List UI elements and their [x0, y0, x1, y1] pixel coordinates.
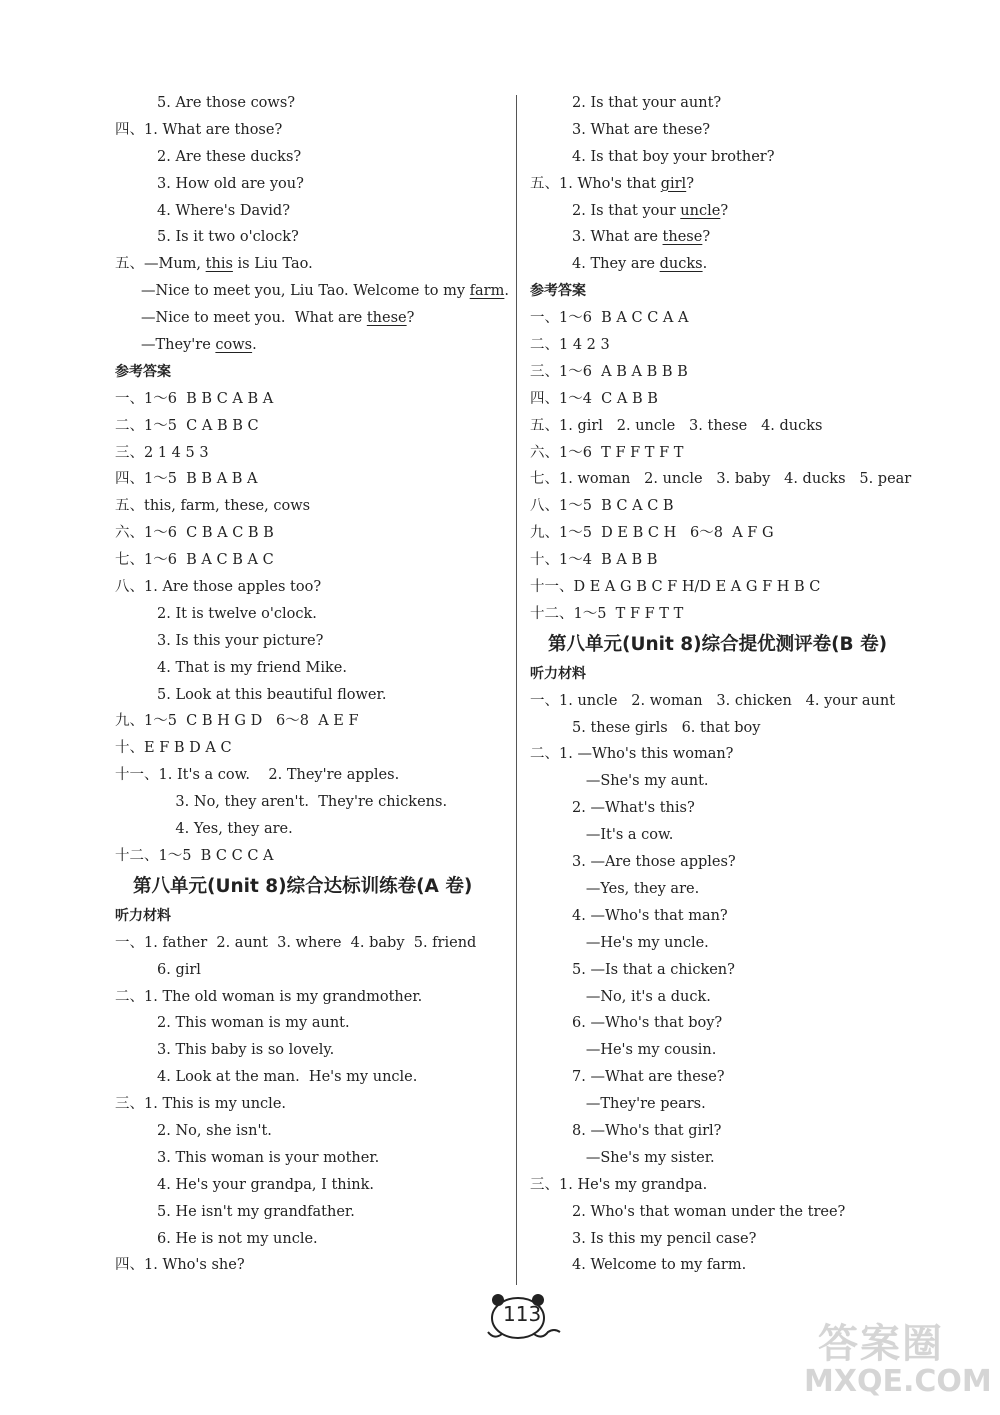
line-text: 一、1. father 2. aunt 3. where 4. baby 5. friend	[115, 934, 477, 951]
line-text: 8. —Who's that girl?	[572, 1122, 722, 1139]
line-text: 十、1～4 B A B B	[530, 552, 658, 569]
left-line	[115, 628, 510, 655]
left-column	[115, 90, 510, 1279]
line-text: 十一、D E A G B C F H/D E A G F H B C	[530, 579, 821, 596]
line-text: —She's my sister.	[572, 1149, 715, 1166]
line-text: 2. Are these ducks?	[157, 148, 302, 165]
left-line	[115, 117, 510, 144]
right-line	[530, 574, 920, 601]
left-line	[115, 466, 510, 493]
right-line	[530, 1010, 920, 1037]
underlined-word: these	[366, 310, 407, 327]
right-line	[530, 547, 920, 574]
right-line	[530, 822, 920, 849]
right-line	[530, 251, 920, 278]
line-text: .	[252, 337, 257, 354]
line-text: 2. No, she isn't.	[157, 1122, 272, 1139]
line-text: 2. Who's that woman under the tree?	[572, 1203, 846, 1220]
line-text: —She's my aunt.	[572, 773, 709, 790]
left-line	[115, 251, 510, 278]
right-line	[530, 305, 920, 332]
line-text: 七、1. woman 2. uncle 3. baby 4. ducks 5. pear	[530, 471, 912, 488]
line-text: .	[504, 283, 509, 300]
left-line	[115, 735, 510, 762]
right-line	[530, 601, 920, 628]
line-text: 6. girl	[157, 961, 201, 978]
left-line	[115, 413, 510, 440]
line-text: —They're pears.	[572, 1096, 706, 1113]
left-line	[115, 305, 510, 332]
left-line	[115, 1252, 510, 1279]
left-line	[115, 930, 510, 957]
line-text: 听力材料	[530, 665, 586, 682]
left-line	[115, 1172, 510, 1199]
line-text: 3. This baby is so lovely.	[157, 1042, 335, 1059]
left-line	[115, 359, 510, 386]
right-line	[530, 224, 920, 251]
right-line	[530, 144, 920, 171]
right-line	[530, 520, 920, 547]
right-line	[530, 849, 920, 876]
line-text: 6. He is not my uncle.	[157, 1230, 318, 1247]
line-text: 十二、1～5 T F F T T	[530, 605, 684, 622]
underlined-word: ducks	[659, 256, 703, 273]
right-line	[530, 741, 920, 768]
line-text: 二、1. —Who's this woman?	[530, 746, 734, 763]
line-text: 4. They are	[572, 256, 660, 273]
left-line	[115, 655, 510, 682]
left-line	[115, 574, 510, 601]
line-text: 2. This woman is my aunt.	[157, 1015, 350, 1032]
line-text: 六、1～6 C B A C B B	[115, 525, 274, 542]
line-text: 五、1. girl 2. uncle 3. these 4. ducks	[530, 417, 823, 434]
line-text: ?	[720, 202, 729, 219]
right-column	[530, 90, 920, 1279]
line-text: 第八单元(Unit 8)综合提优测评卷(B 卷)	[548, 633, 888, 655]
line-text: 4. Yes, they are.	[157, 821, 293, 838]
line-text: 6. —Who's that boy?	[572, 1015, 723, 1032]
underlined-word: girl	[660, 175, 687, 192]
left-line	[115, 601, 510, 628]
line-text: 九、1～5 C B H G D 6～8 A E F	[115, 713, 359, 730]
line-text: —He's my uncle.	[572, 934, 709, 951]
underlined-word: farm	[469, 283, 505, 300]
line-text: —He's my cousin.	[572, 1042, 717, 1059]
left-line	[115, 440, 510, 467]
line-text: 3. What are	[572, 229, 663, 246]
right-line	[530, 1037, 920, 1064]
right-line	[530, 876, 920, 903]
watermark	[800, 1312, 995, 1412]
left-line	[115, 198, 510, 225]
right-line	[530, 1199, 920, 1226]
line-text: 三、1～6 A B A B B B	[530, 363, 688, 380]
line-text: —It's a cow.	[572, 827, 674, 844]
line-text: 3. Is this your picture?	[157, 632, 324, 649]
line-text: 2. Is that your	[572, 202, 681, 219]
line-text: 5. —Is that a chicken?	[572, 961, 735, 978]
line-text: is Liu Tao.	[232, 256, 313, 273]
left-line	[115, 493, 510, 520]
right-line	[530, 90, 920, 117]
line-text: ?	[702, 229, 711, 246]
left-line	[115, 1145, 510, 1172]
line-text: .	[702, 256, 708, 273]
right-line	[530, 386, 920, 413]
underlined-word: these	[662, 229, 703, 246]
line-text: 3. How old are you?	[157, 175, 304, 192]
line-text: 4. Look at the man. He's my uncle.	[157, 1069, 418, 1086]
line-text: 5. Are those cows?	[157, 95, 296, 111]
line-text: 第八单元(Unit 8)综合达标训练卷(A 卷)	[133, 875, 473, 897]
right-line	[530, 440, 920, 467]
left-line	[115, 278, 510, 305]
right-line	[530, 466, 920, 493]
line-text: 三、1. He's my grandpa.	[530, 1176, 708, 1193]
line-text: 四、1～4 C A B B	[530, 390, 658, 407]
right-line	[530, 1172, 920, 1199]
right-line	[530, 795, 920, 822]
right-line	[530, 171, 920, 198]
right-line	[530, 117, 920, 144]
line-text: —Nice to meet you. What are	[141, 310, 367, 327]
line-text: 3. —Are those apples?	[572, 854, 736, 871]
left-line	[115, 1091, 510, 1118]
line-text: 5. He isn't my grandfather.	[157, 1203, 355, 1220]
line-text: 5. Look at this beautiful flower.	[157, 686, 387, 703]
line-text: ?	[406, 310, 415, 327]
line-text: 3. Is this my pencil case?	[572, 1230, 757, 1247]
left-line	[115, 1226, 510, 1253]
right-line	[530, 903, 920, 930]
line-text: 四、1. What are those?	[115, 121, 283, 138]
line-text: 八、1. Are those apples too?	[115, 579, 322, 596]
line-text: 2. —What's this?	[572, 800, 695, 817]
line-text: 参考答案	[530, 283, 586, 300]
column-divider	[516, 95, 517, 1285]
line-text: 4. —Who's that man?	[572, 907, 728, 924]
left-line	[115, 816, 510, 843]
right-line	[530, 493, 920, 520]
right-line	[530, 1252, 920, 1279]
right-line	[530, 332, 920, 359]
line-text: 4. Is that boy your brother?	[572, 148, 775, 165]
line-text: 五、—Mum,	[115, 256, 206, 273]
line-text: 五、this, farm, these, cows	[115, 498, 311, 515]
left-line	[115, 1064, 510, 1091]
line-text: 一、1～6 B A C C A A	[530, 310, 689, 327]
right-line	[530, 1226, 920, 1253]
line-text: 二、1. The old woman is my grandmother.	[115, 988, 423, 1005]
right-line	[530, 198, 920, 225]
line-text: 2. It is twelve o'clock.	[157, 605, 317, 622]
left-line	[115, 547, 510, 574]
right-line	[530, 413, 920, 440]
right-line	[530, 1064, 920, 1091]
underlined-word: uncle	[680, 202, 721, 219]
line-text: 3. What are these?	[572, 121, 711, 138]
line-text: 2. Is that your aunt?	[572, 95, 722, 111]
right-line	[530, 1091, 920, 1118]
left-line	[115, 1199, 510, 1226]
line-text: 七、1～6 B A C B A C	[115, 552, 274, 569]
right-line	[530, 688, 920, 715]
right-line	[530, 661, 920, 688]
right-line	[530, 957, 920, 984]
line-text: 二、1 4 2 3	[530, 337, 610, 354]
line-text: 4. That is my friend Mike.	[157, 659, 347, 676]
left-line	[115, 682, 510, 709]
left-line	[115, 386, 510, 413]
line-text: 3. No, they aren't. They're chickens.	[157, 794, 448, 811]
line-text: —Yes, they are.	[572, 880, 700, 897]
line-text: 5. these girls 6. that boy	[572, 719, 761, 736]
line-text: 4. He's your grandpa, I think.	[157, 1176, 375, 1193]
left-line	[115, 520, 510, 547]
line-text: 五、1. Who's that	[530, 175, 661, 192]
left-line	[115, 90, 510, 117]
left-line	[115, 789, 510, 816]
line-text: 十二、1～5 B C C C A	[115, 847, 274, 864]
underlined-word: this	[205, 256, 233, 273]
right-line	[530, 1145, 920, 1172]
line-text: 四、1～5 B B A B A	[115, 471, 258, 488]
line-text: 一、1～6 B B C A B A	[115, 390, 274, 407]
left-line	[115, 843, 510, 870]
line-text: —They're	[141, 337, 216, 354]
right-line	[530, 930, 920, 957]
line-text: 九、1～5 D E B C H 6～8 A F G	[530, 525, 774, 542]
left-line	[115, 171, 510, 198]
line-text: 三、2 1 4 5 3	[115, 444, 209, 461]
left-line	[115, 224, 510, 251]
right-line	[530, 984, 920, 1011]
line-text: 三、1. This is my uncle.	[115, 1096, 287, 1113]
line-text: 二、1～5 C A B B C	[115, 417, 259, 434]
right-line	[530, 359, 920, 386]
line-text: 十、E F B D A C	[115, 740, 232, 757]
line-text: 3. This woman is your mother.	[157, 1149, 380, 1166]
line-text: 十一、1. It's a cow. 2. They're apples.	[115, 767, 400, 784]
page-number: 113	[503, 1302, 542, 1326]
right-line	[530, 278, 920, 305]
left-line	[115, 1118, 510, 1145]
left-line	[115, 957, 510, 984]
left-line	[115, 984, 510, 1011]
line-text: 六、1～6 T F F T F T	[530, 444, 684, 461]
right-line	[530, 628, 920, 661]
left-line	[115, 332, 510, 359]
left-line	[115, 1010, 510, 1037]
right-line	[530, 715, 920, 742]
left-line	[115, 903, 510, 930]
line-text: —No, it's a duck.	[572, 988, 711, 1005]
line-text: 四、1. Who's she?	[115, 1257, 245, 1274]
underlined-word: cows	[215, 337, 253, 354]
left-line	[115, 762, 510, 789]
left-line	[115, 1037, 510, 1064]
line-text: 听力材料	[115, 907, 171, 924]
line-text: 八、1～5 B C A C B	[530, 498, 674, 515]
page-number-badge	[478, 1288, 568, 1342]
watermark-url: MXQE.COM	[804, 1364, 992, 1399]
line-text: 一、1. uncle 2. woman 3. chicken 4. your aunt	[530, 692, 896, 709]
left-line	[115, 870, 510, 903]
right-line	[530, 1118, 920, 1145]
line-text: 4. Where's David?	[157, 202, 290, 219]
line-text: ?	[686, 175, 694, 192]
left-line	[115, 708, 510, 735]
line-text: 7. —What are these?	[572, 1069, 725, 1086]
right-line	[530, 768, 920, 795]
line-text: 参考答案	[115, 363, 171, 380]
watermark-cn: 答案圈	[818, 1321, 944, 1367]
left-line	[115, 144, 510, 171]
line-text: 5. Is it two o'clock?	[157, 229, 299, 246]
line-text: 4. Welcome to my farm.	[572, 1257, 747, 1274]
line-text: —Nice to meet you, Liu Tao. Welcome to my	[141, 283, 470, 300]
